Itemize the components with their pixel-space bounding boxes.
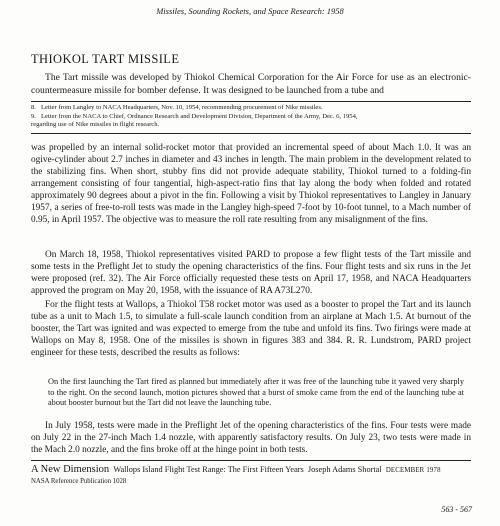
footnote-bottom-divider (31, 133, 471, 134)
footnote-text: Letter from Langley to NACA Headquarters, Nov. 10, 1954, recommending procurement of Nike missiles. (41, 104, 323, 111)
book-subtitle: Wallops Island Flight Test Range: The First Fifteen Years (113, 465, 304, 474)
running-head: Missiles, Sounding Rockets, and Space Research: 1958 (156, 6, 344, 16)
publication-number: NASA Reference Publication 1028 (31, 478, 127, 485)
footnote-number: 8. (31, 104, 36, 111)
footnote-number: 9. (31, 113, 36, 120)
footnote-9 (31, 113, 471, 121)
footer-divider (31, 460, 471, 461)
footnote-divider (31, 101, 471, 102)
book-title: A New Dimension (31, 464, 110, 475)
book-date: DECEMBER 1978 (385, 467, 441, 474)
intro-paragraph: The Tart missile was developed by Thiokol Chemical Corporation for the Air Force for use as an electronic-countermeasure missile for bomber defense. It was designed to be launched from a tube and (31, 72, 471, 96)
footer-citation (31, 464, 471, 475)
paragraph-3: For the flight tests at Wallops, a Thiokol T58 rocket motor was used as a booster to propel the Tart and its launch tube as a unit to Mach 1.5, to simulate a full-scale launch condition from an airplane at Mach 1.5. At burnout of the booster, the Tart was ignited and was expected to emerge from the tube and unfold its fins. Two firings were made at Wallops on May 8, 1958. One of the missiles is shown in figures 383 and 384. R. R. Lundstrom, PARD project engineer for these tests, described the results as follows: (31, 300, 471, 358)
paragraph-4: In July 1958, tests were made in the Preflight Jet of the opening characteristics of the fins. Four tests were made on July 22 in the 27-inch Mach 1.4 nozzle, with apparently satisfactory results. On July 23, two tests were made in the Mach 2.0 nozzle, and the fins broke off at the hinge point in both tests. (31, 421, 471, 455)
block-quote: On the first launching the Tart fired as planned but immediately after it was free of the launching tube it yawed very sharply to the right. On the second launch, motion pictures showed that a burst of smoke came from the end of the launching tube at about booster burnout but the Tart did not leave the launching tube. (48, 377, 464, 408)
footnote-9-continued: regarding use of Nike missiles in flight research. (31, 121, 160, 128)
page-number: 563 - 567 (441, 505, 472, 514)
footnote-text: Letter from the NACA to Chief, Ordnance Research and Development Division, Department of the Army, Dec. 6, 1954, (41, 113, 358, 120)
paragraph-1: was propelled by an internal solid-rocket motor that provided an incremental speed of about Mach 1.0. It was an ogive-cylinder about 2.7 inches in diameter and 43 inches in length. The main problem in the development related to the stabilizing fins. When short, stubby fins did not provide adequate stability, Thiokol turned to a folding-fin arrangement consisting of four tangential, high-aspect-ratio fins that lay along the body when folded and rotated approximately 90 degrees about a pivot in the fin. Following a visit by Thiokol representatives to Langley in January 1957, a series of free-to-roll tests was made in the Langley high-speed 7-foot by 10-foot tunnel, to a Mach number of 0.95, in April 1957. The objective was to measure the roll rate resulting from any misalignment of the fins. (31, 143, 471, 225)
footnote-8 (31, 104, 471, 112)
paragraph-2: On March 18, 1958, Thiokol representatives visited PARD to propose a few flight tests of the Tart missile and some tests in the Preflight Jet to study the opening characteristics of the fins. Four flight tests and six runs in the Jet were proposed (ref. 32). The Air Force officially requested these tests on April 17, 1958, and NACA Headquarters approved the program on May 20, 1958, with the issuance of RA A73L270. (31, 250, 471, 296)
section-title: THIOKOL TART MISSILE (31, 52, 180, 66)
book-author: Joseph Adams Shortal (307, 465, 382, 474)
